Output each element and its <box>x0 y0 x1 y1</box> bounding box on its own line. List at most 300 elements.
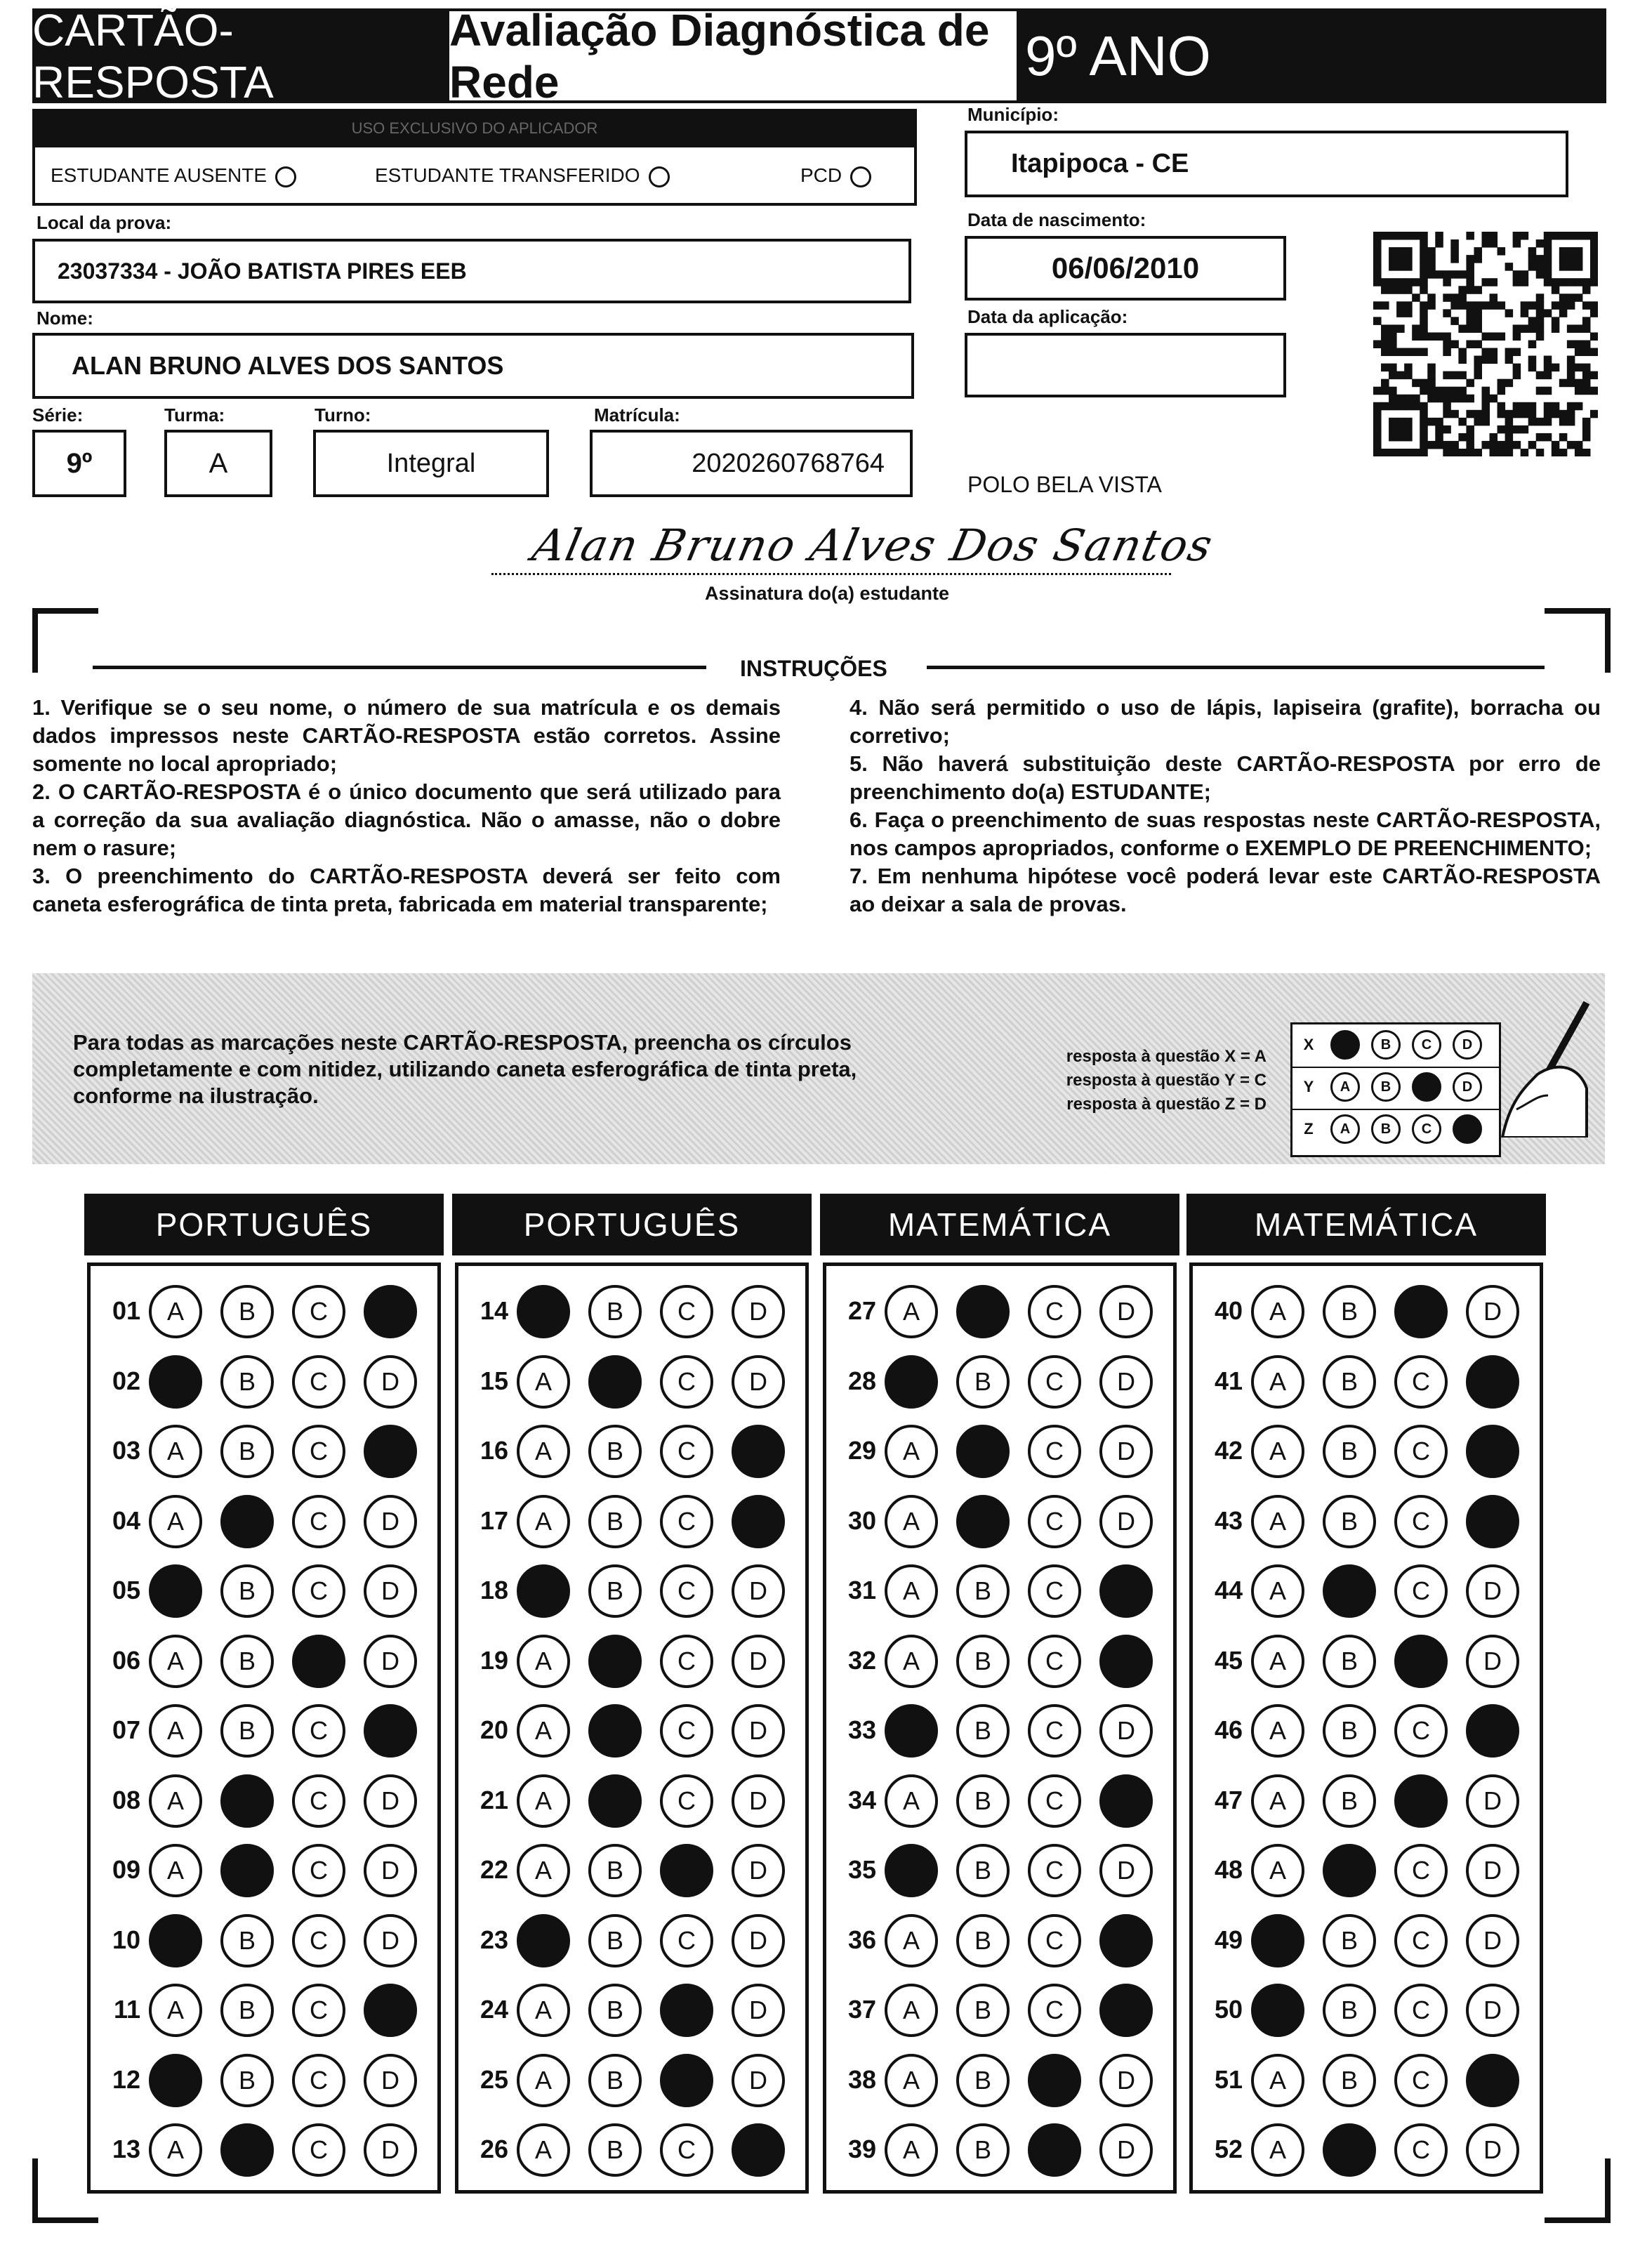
answer-bubble[interactable] <box>660 2054 713 2107</box>
answer-bubble[interactable]: B <box>220 1704 274 1758</box>
answer-bubble[interactable]: D <box>732 1844 785 1897</box>
answer-bubble[interactable] <box>1323 1844 1376 1897</box>
answer-bubble[interactable]: D <box>1099 1844 1153 1897</box>
answer-bubble[interactable]: C <box>1394 1425 1448 1478</box>
qr-module <box>1420 270 1428 279</box>
qr-module <box>1450 255 1459 263</box>
answer-bubble[interactable]: A <box>885 1564 938 1618</box>
answer-bubble[interactable]: C <box>1028 1564 1081 1618</box>
answer-bubble[interactable]: B <box>1323 1704 1376 1758</box>
answer-bubble[interactable] <box>1394 1635 1448 1688</box>
answer-bubble[interactable]: C <box>1394 2123 1448 2177</box>
qr-module <box>1521 278 1529 286</box>
qr-module <box>1381 449 1389 456</box>
answer-bubble[interactable]: C <box>292 1914 345 1967</box>
answer-bubble[interactable] <box>956 1425 1010 1478</box>
answer-bubble[interactable]: D <box>364 1635 417 1688</box>
answer-bubble[interactable]: D <box>732 1984 785 2037</box>
answer-bubble[interactable]: D <box>1099 2054 1153 2107</box>
answer-bubble[interactable]: D <box>1099 1704 1153 1758</box>
answer-bubble[interactable] <box>149 1355 202 1409</box>
answer-bubble[interactable] <box>1466 1495 1519 1548</box>
qr-module <box>1427 418 1436 426</box>
qr-module <box>1490 278 1498 286</box>
answer-bubble[interactable]: D <box>732 1355 785 1409</box>
qr-module <box>1582 387 1591 395</box>
qr-module <box>1458 433 1467 442</box>
answer-bubble[interactable]: D <box>1099 1495 1153 1548</box>
question-number: 52 <box>1214 2135 1243 2163</box>
qr-module <box>1567 324 1575 333</box>
answer-bubble[interactable]: A <box>517 1844 570 1897</box>
qr-module <box>1490 433 1498 442</box>
answer-bubble[interactable]: D <box>1466 1914 1519 1967</box>
answer-bubble[interactable]: B <box>1323 1914 1376 1967</box>
answer-bubble[interactable]: D <box>1099 2123 1153 2177</box>
question-number: 46 <box>1214 1715 1243 1744</box>
answer-bubble[interactable] <box>732 1495 785 1548</box>
answer-bubble[interactable]: C <box>292 1495 345 1548</box>
answer-bubble[interactable] <box>292 1635 345 1688</box>
question-number: 49 <box>1214 1925 1243 1954</box>
qr-module <box>1466 286 1474 294</box>
answer-bubble[interactable] <box>660 1984 713 2037</box>
polo-text: POLO BELA VISTA <box>967 472 1162 497</box>
answer-bubble[interactable] <box>588 1704 642 1758</box>
qr-module <box>1575 379 1583 388</box>
question-number: 38 <box>847 2064 876 2094</box>
answer-bubble[interactable] <box>1028 2054 1081 2107</box>
answer-bubble[interactable]: A <box>885 2054 938 2107</box>
answer-bubble[interactable]: A <box>149 1844 202 1897</box>
qr-module <box>1396 348 1405 357</box>
answer-bubble[interactable]: A <box>1251 2123 1304 2177</box>
answer-bubble[interactable] <box>588 1355 642 1409</box>
answer-bubble[interactable]: A <box>1251 1844 1304 1897</box>
answer-bubble[interactable]: B <box>220 1285 274 1338</box>
qr-module <box>1528 418 1537 426</box>
question-number: 51 <box>1214 2064 1243 2094</box>
answer-bubble[interactable]: A <box>149 1635 202 1688</box>
answer-bubble[interactable] <box>220 1495 274 1548</box>
qr-module <box>1505 356 1514 364</box>
answer-bubble[interactable]: B <box>588 1285 642 1338</box>
answer-bubble[interactable] <box>1099 1564 1153 1618</box>
answer-bubble[interactable] <box>1251 1914 1304 1967</box>
answer-bubble[interactable] <box>885 1355 938 1409</box>
answer-bubble[interactable] <box>1466 1425 1519 1478</box>
qr-module <box>1590 387 1598 395</box>
answer-bubble[interactable]: A <box>885 1914 938 1967</box>
applicator-option-transferred[interactable] <box>375 164 670 187</box>
answer-bubble[interactable]: A <box>1251 1355 1304 1409</box>
answer-bubble[interactable]: B <box>956 1635 1010 1688</box>
answer-bubble[interactable]: B <box>956 2054 1010 2107</box>
qr-module <box>1582 449 1591 456</box>
answer-bubble[interactable]: B <box>1323 1425 1376 1478</box>
answer-bubble[interactable] <box>1099 1774 1153 1828</box>
answer-bubble[interactable]: A <box>149 1704 202 1758</box>
qr-module <box>1490 301 1498 310</box>
answer-bubble[interactable]: C <box>1028 1774 1081 1828</box>
answer-bubble[interactable]: B <box>1323 1635 1376 1688</box>
answer-bubble[interactable]: A <box>1251 1564 1304 1618</box>
answer-bubble[interactable]: A <box>885 1774 938 1828</box>
qr-module <box>1396 301 1405 310</box>
answer-bubble[interactable] <box>1099 1635 1153 1688</box>
qr-module <box>1567 364 1575 372</box>
qr-module <box>1536 317 1545 325</box>
qr-module <box>1575 294 1583 302</box>
answer-bubble[interactable]: C <box>1394 1914 1448 1967</box>
qr-module <box>1528 324 1537 333</box>
qr-module <box>1420 317 1428 325</box>
qr-module <box>1567 301 1575 310</box>
qr-module <box>1552 364 1560 372</box>
answer-bubble[interactable]: C <box>292 1285 345 1338</box>
answer-bubble[interactable]: C <box>1394 1564 1448 1618</box>
answer-bubble[interactable]: D <box>1466 1635 1519 1688</box>
qr-module <box>1427 371 1436 380</box>
answer-bubble[interactable]: A <box>1251 1495 1304 1548</box>
answer-bubble[interactable]: A <box>149 1774 202 1828</box>
answer-bubble[interactable]: C <box>1028 1285 1081 1338</box>
answer-bubble[interactable] <box>1466 2054 1519 2107</box>
qr-module <box>1443 449 1451 456</box>
answer-bubble[interactable]: B <box>588 2123 642 2177</box>
answer-bubble[interactable]: A <box>885 2123 938 2177</box>
answer-bubble[interactable]: D <box>1466 1774 1519 1828</box>
qr-module <box>1528 356 1537 364</box>
answer-bubble[interactable]: B <box>220 1635 274 1688</box>
answer-bubble[interactable]: B <box>956 1564 1010 1618</box>
turma-value: A <box>209 447 228 479</box>
answer-bubble[interactable]: A <box>149 1425 202 1478</box>
answer-bubble[interactable] <box>1099 1914 1153 1967</box>
answer-bubble[interactable]: C <box>1028 1355 1081 1409</box>
qr-module <box>1443 309 1451 317</box>
answer-bubble[interactable]: B <box>956 1704 1010 1758</box>
qr-module <box>1582 364 1591 372</box>
answer-bubble[interactable]: D <box>1099 1285 1153 1338</box>
answer-bubble[interactable]: A <box>149 1495 202 1548</box>
qr-module <box>1381 232 1389 240</box>
answer-bubble[interactable] <box>1394 1285 1448 1338</box>
answer-bubble[interactable]: B <box>1323 1495 1376 1548</box>
answer-bubble[interactable] <box>1466 1355 1519 1409</box>
answer-bubble[interactable]: B <box>1323 1355 1376 1409</box>
qr-module <box>1389 332 1397 341</box>
answer-bubble[interactable]: C <box>1394 2054 1448 2107</box>
answer-bubble[interactable]: B <box>956 2123 1010 2177</box>
answer-bubble[interactable] <box>517 1914 570 1967</box>
nome-label: Nome: <box>37 308 93 329</box>
answer-bubble[interactable]: D <box>732 1285 785 1338</box>
answer-bubble[interactable]: A <box>1251 1704 1304 1758</box>
answer-bubble[interactable]: B <box>220 2054 274 2107</box>
answer-bubble[interactable]: A <box>517 2123 570 2177</box>
qr-module <box>1458 449 1467 456</box>
answer-bubble[interactable] <box>517 1285 570 1338</box>
answer-bubble[interactable]: A <box>885 1984 938 2037</box>
answer-bubble[interactable]: C <box>292 1774 345 1828</box>
answer-bubble[interactable]: B <box>220 1564 274 1618</box>
applicator-option-pcd[interactable] <box>800 164 871 187</box>
answer-bubble[interactable]: A <box>517 2054 570 2107</box>
answer-bubble[interactable]: D <box>364 2123 417 2177</box>
qr-module <box>1521 232 1529 240</box>
answer-bubble[interactable]: D <box>1466 1285 1519 1338</box>
answer-bubble[interactable] <box>1394 1774 1448 1828</box>
applicator-option-absent[interactable] <box>51 164 296 187</box>
answer-bubble[interactable]: D <box>732 2054 785 2107</box>
answer-bubble[interactable]: C <box>292 1984 345 2037</box>
qr-module <box>1396 426 1405 434</box>
answer-bubble[interactable]: D <box>732 1704 785 1758</box>
answer-bubble[interactable]: B <box>588 1495 642 1548</box>
answer-bubble[interactable]: A <box>149 1984 202 2037</box>
answer-bubble[interactable]: C <box>1028 1495 1081 1548</box>
answer-bubble[interactable]: D <box>364 1774 417 1828</box>
answer-bubble[interactable]: A <box>149 2123 202 2177</box>
answer-bubble[interactable] <box>220 1844 274 1897</box>
question-number: 41 <box>1214 1366 1243 1395</box>
answer-bubble[interactable]: B <box>220 1914 274 1967</box>
qr-module <box>1450 449 1459 456</box>
answer-bubble[interactable]: D <box>364 1564 417 1618</box>
answer-bubble[interactable]: C <box>292 1355 345 1409</box>
answer-bubble[interactable]: D <box>1099 1425 1153 1478</box>
qr-module <box>1458 387 1467 395</box>
qr-module <box>1435 441 1443 449</box>
qr-module <box>1528 410 1537 418</box>
answer-bubble[interactable]: B <box>1323 1774 1376 1828</box>
qr-module <box>1505 348 1514 357</box>
answer-bubble[interactable]: C <box>1028 1914 1081 1967</box>
answer-bubble[interactable]: C <box>1028 1844 1081 1897</box>
example-text: Para todas as marcações neste CARTÃO-RESPOSTA, preencha os círculos completamente e com nitidez, utilizando caneta esferográfica de tinta preta, conforme na ilustração. <box>73 1030 857 1108</box>
answer-bubble[interactable]: D <box>364 1495 417 1548</box>
question-number: 09 <box>112 1855 140 1884</box>
answer-bubble[interactable]: D <box>732 1774 785 1828</box>
qr-module <box>1544 410 1552 418</box>
answer-bubble[interactable]: A <box>149 1285 202 1338</box>
qr-module <box>1498 449 1506 456</box>
answer-bubble[interactable]: B <box>220 1984 274 2037</box>
qr-module <box>1404 449 1413 456</box>
answer-bubble[interactable]: C <box>292 1425 345 1478</box>
answer-bubble[interactable] <box>732 1425 785 1478</box>
answer-bubble[interactable]: C <box>1028 1425 1081 1478</box>
qr-module <box>1528 317 1537 325</box>
answer-bubble[interactable]: D <box>364 1914 417 1967</box>
answer-bubble[interactable]: A <box>517 1704 570 1758</box>
qr-module <box>1513 426 1521 434</box>
answer-bubble[interactable]: D <box>1466 1844 1519 1897</box>
answer-bubble[interactable] <box>149 1564 202 1618</box>
answer-bubble[interactable] <box>588 1774 642 1828</box>
answer-bubble[interactable]: A <box>1251 1774 1304 1828</box>
answer-bubble[interactable]: A <box>1251 1285 1304 1338</box>
example-legend-item: resposta à questão X = A <box>1066 1047 1267 1066</box>
answer-bubble[interactable] <box>1251 1984 1304 2037</box>
answer-bubble[interactable] <box>1099 1984 1153 2037</box>
qr-module <box>1412 348 1420 357</box>
answer-bubble[interactable]: D <box>732 1914 785 1967</box>
qr-module <box>1396 402 1405 411</box>
answer-bubble[interactable] <box>364 1704 417 1758</box>
answer-bubble[interactable]: B <box>956 1774 1010 1828</box>
answer-bubble[interactable]: C <box>1394 1704 1448 1758</box>
answer-bubble[interactable]: B <box>956 1984 1010 2037</box>
answer-bubble[interactable] <box>588 1635 642 1688</box>
qr-module <box>1427 263 1436 271</box>
answer-bubble[interactable] <box>220 2123 274 2177</box>
qr-module <box>1536 332 1545 341</box>
answer-bubble[interactable]: C <box>1028 1704 1081 1758</box>
answer-bubble[interactable]: C <box>660 1774 713 1828</box>
answer-bubble[interactable]: A <box>885 1425 938 1478</box>
answer-bubble[interactable]: A <box>885 1635 938 1688</box>
answer-bubble[interactable]: A <box>517 1425 570 1478</box>
qr-module <box>1544 402 1552 411</box>
answer-bubble[interactable]: C <box>660 1914 713 1967</box>
answer-bubble[interactable]: A <box>885 1285 938 1338</box>
answer-bubble[interactable]: C <box>292 1704 345 1758</box>
answer-bubble[interactable] <box>517 1564 570 1618</box>
qr-module <box>1590 332 1598 341</box>
instructions-rule-left <box>93 666 706 669</box>
answer-bubble[interactable]: C <box>292 1564 345 1618</box>
aplicacao-field <box>965 333 1286 397</box>
answer-bubble[interactable] <box>732 2123 785 2177</box>
qr-module <box>1521 410 1529 418</box>
qr-module <box>1552 317 1560 325</box>
answer-bubble[interactable]: C <box>660 1564 713 1618</box>
answer-bubble[interactable] <box>364 1984 417 2037</box>
answer-bubble[interactable]: C <box>1394 1844 1448 1897</box>
local-label: Local da prova: <box>37 212 172 233</box>
qr-module <box>1590 247 1598 256</box>
answer-bubble[interactable]: B <box>956 1844 1010 1897</box>
answer-bubble[interactable]: D <box>732 1635 785 1688</box>
answer-bubble[interactable]: B <box>588 1844 642 1897</box>
answer-bubble[interactable]: C <box>1028 1635 1081 1688</box>
answer-bubble[interactable]: D <box>364 2054 417 2107</box>
answer-bubble[interactable]: C <box>1394 1355 1448 1409</box>
qr-module <box>1544 356 1552 364</box>
answer-bubble[interactable]: B <box>1323 2054 1376 2107</box>
answer-bubble[interactable]: B <box>220 1425 274 1478</box>
answer-bubble[interactable]: B <box>588 1425 642 1478</box>
answer-bubble[interactable]: B <box>220 1355 274 1409</box>
answer-bubble[interactable]: A <box>1251 2054 1304 2107</box>
qr-module <box>1505 379 1514 388</box>
answer-bubble[interactable]: C <box>1028 1984 1081 2037</box>
answer-bubble[interactable]: C <box>1394 1984 1448 2037</box>
answer-bubble[interactable]: C <box>292 2054 345 2107</box>
answer-bubble[interactable]: C <box>660 2123 713 2177</box>
answer-bubble[interactable]: C <box>660 1704 713 1758</box>
answer-bubble[interactable]: B <box>1323 1984 1376 2037</box>
qr-module <box>1567 247 1575 256</box>
qr-module <box>1567 340 1575 348</box>
answer-bubble[interactable]: D <box>1466 1984 1519 2037</box>
answer-bubble[interactable]: D <box>732 1564 785 1618</box>
answer-bubble[interactable]: C <box>660 1635 713 1688</box>
answer-bubble[interactable]: B <box>956 1355 1010 1409</box>
qr-module <box>1513 402 1521 411</box>
answer-bubble[interactable] <box>1323 1564 1376 1618</box>
answer-bubble[interactable]: A <box>517 1355 570 1409</box>
answer-bubble[interactable] <box>149 2054 202 2107</box>
answer-bubble[interactable]: A <box>517 1495 570 1548</box>
answer-bubble[interactable] <box>885 1704 938 1758</box>
qr-module <box>1466 309 1474 317</box>
qr-module <box>1552 232 1560 240</box>
answer-bubble[interactable]: B <box>588 1914 642 1967</box>
answer-bubble[interactable]: A <box>517 1774 570 1828</box>
answer-bubble[interactable]: C <box>292 1844 345 1897</box>
answer-bubble[interactable]: B <box>1323 1285 1376 1338</box>
answer-bubble[interactable]: B <box>588 1984 642 2037</box>
answer-bubble[interactable] <box>364 1285 417 1338</box>
answer-bubble[interactable] <box>885 1844 938 1897</box>
answer-bubble[interactable]: C <box>292 2123 345 2177</box>
question-number: 12 <box>112 2064 140 2094</box>
answer-bubble[interactable] <box>956 1495 1010 1548</box>
answer-bubble[interactable]: D <box>364 1355 417 1409</box>
qr-module <box>1443 294 1451 302</box>
answer-bubble[interactable] <box>220 1774 274 1828</box>
answer-bubble[interactable] <box>956 1285 1010 1338</box>
answer-bubble[interactable]: D <box>1466 2123 1519 2177</box>
answer-bubble[interactable]: C <box>660 1425 713 1478</box>
answer-bubble[interactable] <box>1028 2123 1081 2177</box>
example-bubble: B <box>1371 1030 1401 1060</box>
qr-module <box>1536 418 1545 426</box>
answer-bubble[interactable]: A <box>1251 1635 1304 1688</box>
answer-bubble[interactable]: D <box>1099 1355 1153 1409</box>
example-row-divider <box>1292 1109 1499 1110</box>
answer-bubble[interactable]: B <box>956 1914 1010 1967</box>
answer-bubble[interactable]: A <box>885 1495 938 1548</box>
answer-bubble[interactable] <box>364 1425 417 1478</box>
qr-module <box>1450 395 1459 403</box>
answer-bubble[interactable]: A <box>517 1635 570 1688</box>
qr-module <box>1528 255 1537 263</box>
qr-module <box>1389 340 1397 348</box>
qr-module <box>1396 395 1405 403</box>
answer-bubble[interactable]: C <box>660 1285 713 1338</box>
answer-bubble[interactable]: B <box>588 1564 642 1618</box>
answer-bubble[interactable]: C <box>660 1355 713 1409</box>
answer-bubble[interactable]: D <box>364 1844 417 1897</box>
answer-bubble[interactable]: B <box>588 2054 642 2107</box>
answer-bubble[interactable] <box>1466 1704 1519 1758</box>
answer-bubble[interactable]: C <box>660 1495 713 1548</box>
answer-bubble[interactable]: D <box>1466 1564 1519 1618</box>
answer-bubble[interactable]: A <box>1251 1425 1304 1478</box>
answer-bubble[interactable] <box>660 1844 713 1897</box>
answer-bubble[interactable] <box>1323 2123 1376 2177</box>
qr-module <box>1474 340 1482 348</box>
answer-bubble[interactable]: A <box>517 1984 570 2037</box>
answer-bubble[interactable] <box>149 1914 202 1967</box>
qr-module <box>1513 239 1521 248</box>
qr-module <box>1521 449 1529 456</box>
answer-bubble[interactable]: C <box>1394 1495 1448 1548</box>
